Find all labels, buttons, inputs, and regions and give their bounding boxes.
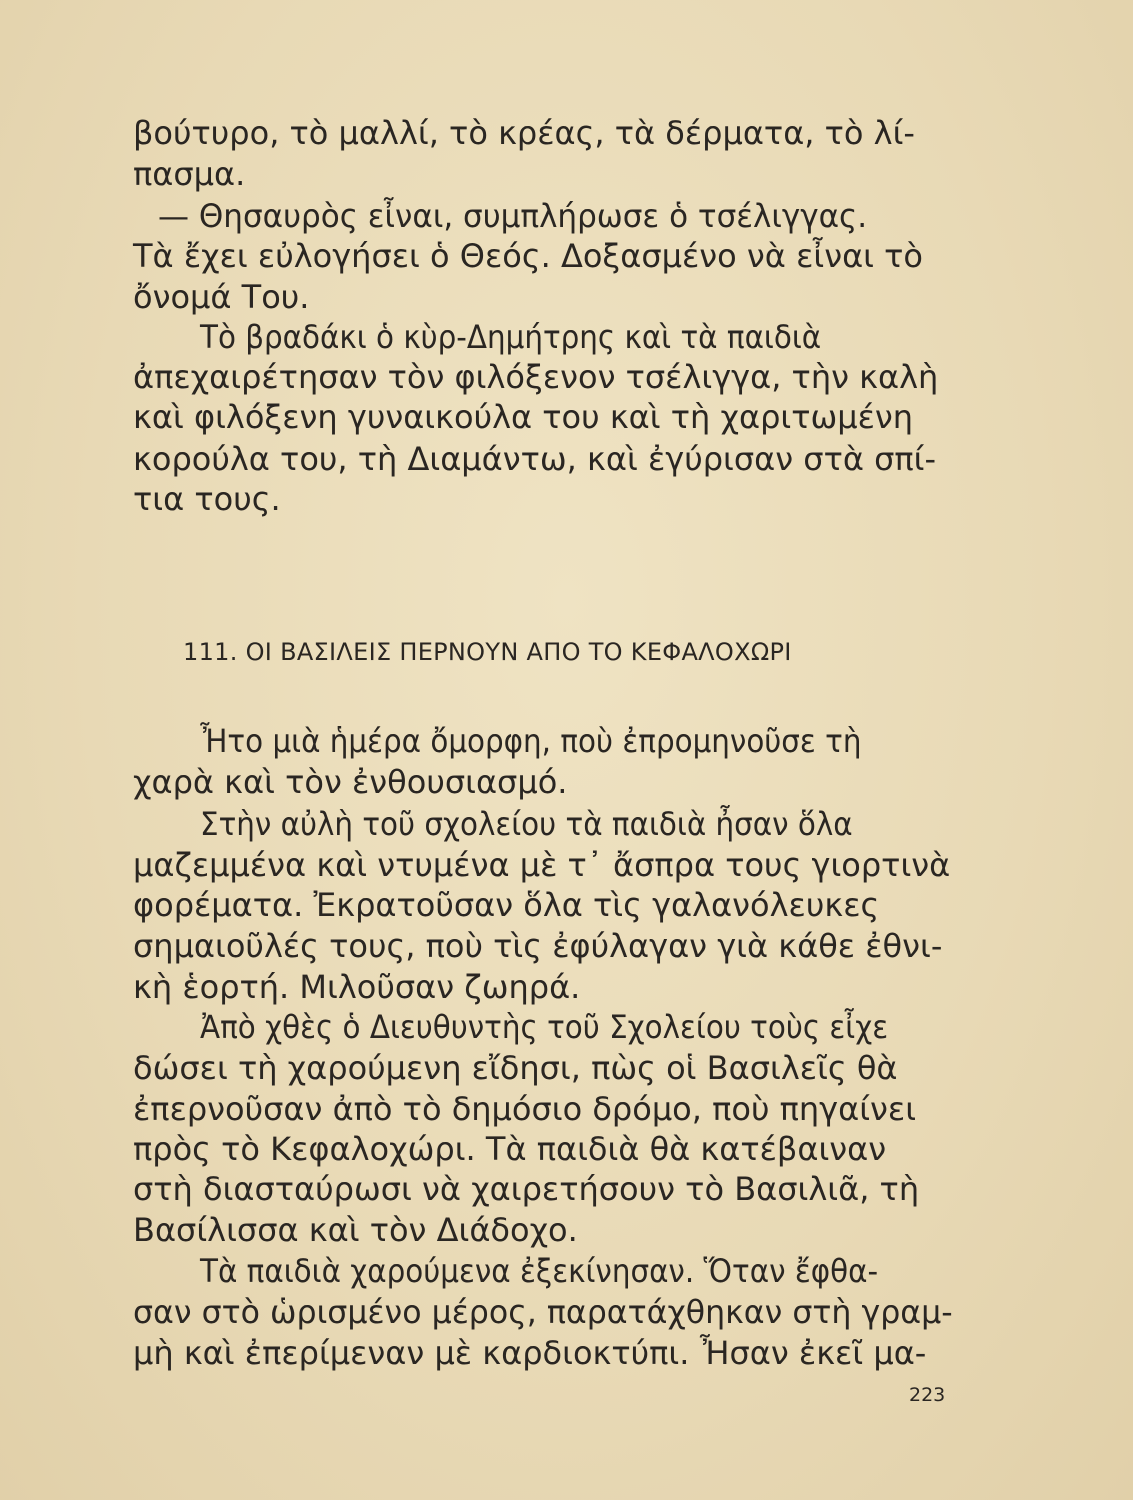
text-line: ἐπερνοῦσαν ἀπὸ τὸ δημόσιο δρόμο, ποὺ πηγαίνει [133,1090,917,1128]
text-line: καὶ φιλόξενη γυναικούλα του καὶ τὴ χαριτωμένη [133,398,914,436]
section-heading: 111. ΟΙ ΒΑΣΙΛΕΙΣ ΠΕΡΝΟΥΝ ΑΠΟ ΤΟ ΚΕΦΑΛΟΧΩΡΙ [183,638,792,666]
text-line: κορούλα του, τὴ Διαμάντω, καὶ ἐγύρισαν στὰ σπί- [133,440,937,478]
text-line: σημαιοῦλές τους, ποὺ τὶς ἐφύλαγαν γιὰ κάθε ἐθνι- [133,927,943,965]
text-line: πρὸς τὸ Κεφαλοχώρι. Τὰ παιδιὰ θὰ κατέβαιναν [133,1130,887,1168]
text-line: — Θησαυρὸς εἶναι, συμπλήρωσε ὁ τσέλιγγας. [158,197,868,235]
text-line: φορέματα. Ἐκρατοῦσαν ὅλα τὶς γαλανόλευκες [133,886,880,924]
page-number: 223 [909,1384,946,1406]
text-line: στὴ διασταύρωσι νὰ χαιρετήσουν τὸ Βασιλιᾶ, τὴ [133,1170,920,1208]
text-line: δώσει τὴ χαρούμενη εἴδησι, πὼς οἱ Βασιλεῖς θὰ [133,1049,898,1087]
text-line: μὴ καὶ ἐπερίμεναν μὲ καρδιοκτύπι. Ἦσαν ἐκεῖ μα- [133,1334,927,1372]
text-line: Τὸ βραδάκι ὁ κὺρ-Δημήτρης καὶ τὰ παιδιὰ [200,318,822,356]
text-line: πασμα. [133,155,246,193]
text-line: Στὴν αὐλὴ τοῦ σχολείου τὰ παιδιὰ ἦσαν ὅλα [200,805,853,843]
text-line: Βασίλισσα καὶ τὸν Διάδοχο. [133,1211,578,1249]
text-line: Ἀπὸ χθὲς ὁ Διευθυντὴς τοῦ Σχολείου τοὺς εἶχε [200,1008,889,1046]
text-line: Ἦτο μιὰ ἡμέρα ὄμορφη, ποὺ ἐπρομηνοῦσε τὴ [200,722,862,760]
text-line: Τὰ παιδιὰ χαρούμενα ἐξεκίνησαν. Ὅταν ἔφθα- [200,1252,879,1290]
text-line: χαρὰ καὶ τὸν ἐνθουσιασμό. [133,763,568,801]
text-line: κὴ ἑορτή. Μιλοῦσαν ζωηρά. [133,968,581,1006]
text-line: Τὰ ἔχει εὐλογήσει ὁ Θεός. Δοξασμένο νὰ εἶναι τὸ [133,237,923,275]
text-line: σαν στὸ ὡρισμένο μέρος, παρατάχθηκαν στὴ γραμ- [133,1293,953,1331]
text-line: βούτυρο, τὸ μαλλί, τὸ κρέας, τὰ δέρματα, τὸ λί- [133,114,915,152]
text-line: μαζεμμένα καὶ ντυμένα μὲ τ᾽ ἄσπρα τους γιορτινὰ [133,846,951,884]
text-line: ἀπεχαιρέτησαν τὸν φιλόξενον τσέλιγγα, τὴν καλὴ [133,358,939,396]
text-line: ὄνομά Του. [133,278,310,316]
text-line: τια τους. [133,480,281,518]
